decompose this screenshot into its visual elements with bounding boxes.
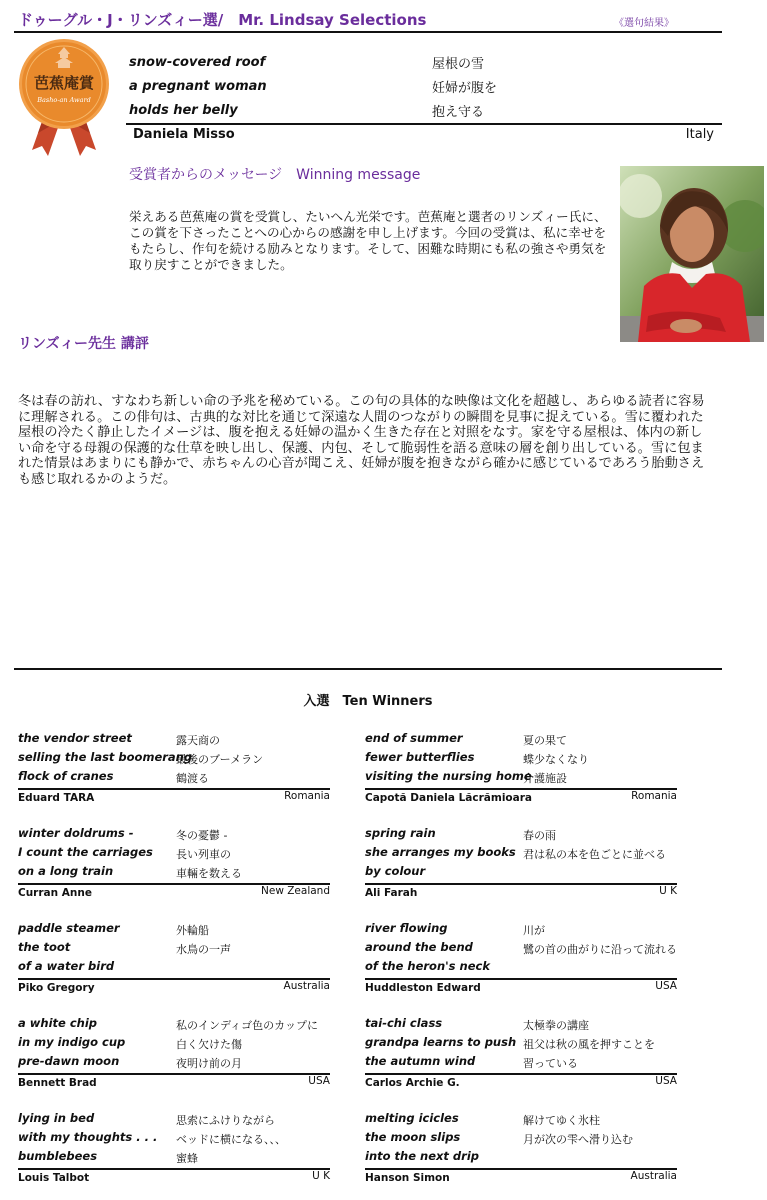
- winner-haiku-en-line: I count the carriages: [18, 845, 153, 859]
- winner-haiku-en-line: selling the last boomerang: [18, 750, 193, 764]
- award-winner-name: Daniela Misso: [133, 127, 235, 142]
- winner-name: Carlos Archie G.: [365, 1077, 460, 1089]
- award-rule: [126, 123, 722, 125]
- winner-entry: [18, 921, 330, 1001]
- winner-haiku-en-line: of a water bird: [18, 959, 115, 973]
- winner-haiku-en-line: around the bend: [365, 940, 473, 954]
- winner-haiku-jp-line: 冬の憂鬱 -: [176, 829, 228, 842]
- winner-haiku-jp-line: 解けてゆく氷柱: [523, 1114, 600, 1127]
- winner-country: Romania: [631, 790, 677, 802]
- message-heading: 受賞者からのメッセージ Winning message: [129, 167, 421, 183]
- winner-haiku-en-line: lying in bed: [18, 1111, 95, 1125]
- winner-haiku-en-line: by colour: [365, 864, 426, 878]
- winner-haiku-jp-line: 太極拳の講座: [523, 1019, 589, 1032]
- winner-country: Australia: [630, 1170, 677, 1182]
- winner-haiku-jp-line: 蝶少なくなり: [523, 753, 589, 766]
- winner-name: Eduard TARA: [18, 792, 95, 804]
- award-haiku-en-line: holds her belly: [129, 103, 238, 118]
- winner-haiku-jp-line: 最後のブーメラン: [176, 753, 264, 766]
- message-body: 栄えある芭蕉庵の賞を受賞し、たいへん光栄です。芭蕉庵と選者のリンズィー氏に、この賞を下さったことへの心からの感謝を申し上げます。今回の受賞は、私に幸せをもたらし、作句を続ける励みとなります。そして、困難な時期にも私の強さや勇気を取り戻すことができました。: [129, 209, 607, 272]
- winner-haiku-jp-line: 夏の果て: [523, 734, 567, 747]
- winner-haiku-en-line: with my thoughts . . .: [18, 1130, 158, 1144]
- winner-haiku-jp-line: 鶴渡る: [176, 772, 209, 785]
- winner-country: USA: [655, 1075, 677, 1087]
- winner-country: USA: [308, 1075, 330, 1087]
- winner-haiku-en-line: fewer butterflies: [365, 750, 475, 764]
- winner-rule: [365, 978, 677, 980]
- winner-entry: [365, 826, 677, 906]
- winner-country: Australia: [283, 980, 330, 992]
- winner-haiku-jp-line: 君は私の本を色ごとに並べる: [523, 848, 666, 861]
- winner-rule: [18, 1168, 330, 1170]
- award-haiku-en-line: snow-covered roof: [129, 55, 266, 70]
- winner-haiku-en-line: the autumn wind: [365, 1054, 476, 1068]
- winner-name: Piko Gregory: [18, 982, 95, 994]
- winner-rule: [365, 883, 677, 885]
- header-rule: [14, 31, 722, 33]
- winner-country: U K: [312, 1170, 330, 1182]
- winner-haiku-en-line: pre-dawn moon: [18, 1054, 120, 1068]
- winner-name: Hanson Simon: [365, 1172, 450, 1184]
- winner-haiku-jp-line: 車輛を数える: [176, 867, 242, 880]
- winner-haiku-en-line: river flowing: [365, 921, 448, 935]
- winner-haiku-jp-line: 露天商の: [176, 734, 220, 747]
- medal-subtitle: Basho-an Award: [37, 96, 91, 104]
- review-body: 冬は春の訪れ、すなわち新しい命の予兆を秘めている。この句の具体的な映像は文化を超越し、あらゆる読者に容易に理解される。この俳句は、古典的な対比を通じて深遠な人間のつながりの瞬間を見事に捉えている。雪に覆われた屋根の冷たく静止したイメージは、腹を抱える妊婦の温かく生きた存在と対照をなす。家を守る屋根は、体内の新しい命を守る母親の保護的な仕草を映し出し、保護、内包、そして脆弱性を語る意味の層を創り出している。雪に包まれた情景はあまりにも静かで、赤ちゃんの心音が聞こえ、妊婦が腹を抱きながら確かに感じているであろう胎動さえも感じ取れるかのようだ。: [18, 394, 705, 487]
- header-note: 《選句結果》: [614, 18, 674, 29]
- winner-rule: [365, 1073, 677, 1075]
- winner-haiku-en-line: into the next drip: [365, 1149, 480, 1163]
- review-heading: リンズィー先生 講評: [18, 336, 149, 352]
- section-rule: [14, 668, 722, 670]
- award-haiku-jp-line: 妊婦が腹を: [432, 81, 498, 96]
- winner-haiku-jp-line: 川が: [523, 924, 545, 937]
- winner-name: Bennett Brad: [18, 1077, 97, 1089]
- winner-haiku-en-line: melting icicles: [365, 1111, 459, 1125]
- winner-haiku-jp-line: 習っている: [523, 1057, 578, 1070]
- winner-entry: [365, 1016, 677, 1096]
- winner-haiku-jp-line: 長い列車の: [176, 848, 231, 861]
- winner-country: USA: [655, 980, 677, 992]
- winner-haiku-en-line: she arranges my books: [365, 845, 516, 859]
- winner-entry: [18, 1111, 330, 1191]
- award-haiku-jp-line: 抱え守る: [432, 105, 485, 120]
- winner-name: Curran Anne: [18, 887, 92, 899]
- winner-haiku-en-line: in my indigo cup: [18, 1035, 126, 1049]
- winner-entry: [365, 731, 677, 811]
- winner-haiku-en-line: spring rain: [365, 826, 436, 840]
- winner-haiku-jp-line: 月が次の雫へ滑り込む: [523, 1133, 633, 1146]
- winner-name: Ali Farah: [365, 887, 418, 899]
- winner-haiku-en-line: tai-chi class: [365, 1016, 443, 1030]
- medal-title: 芭蕉庵賞: [33, 74, 95, 92]
- winner-country: Romania: [284, 790, 330, 802]
- winner-haiku-en-line: the moon slips: [365, 1130, 461, 1144]
- winner-haiku-jp-line: 外輪船: [176, 924, 209, 937]
- winner-entry: [18, 826, 330, 906]
- winner-haiku-jp-line: 白く欠けた傷: [176, 1038, 242, 1051]
- winner-haiku-en-line: bumblebees: [18, 1149, 98, 1163]
- winner-haiku-jp-line: 鷺の首の曲がりに沿って流れる: [523, 943, 677, 956]
- winner-haiku-en-line: grandpa learns to push: [365, 1035, 517, 1049]
- winner-haiku-jp-line: 蜜蜂: [176, 1152, 198, 1165]
- winner-haiku-en-line: of the heron's neck: [365, 959, 490, 973]
- winner-entry: [365, 921, 677, 1001]
- winner-haiku-jp-line: 水鳥の一声: [176, 943, 231, 956]
- winner-name: Louis Talbot: [18, 1172, 90, 1184]
- winner-haiku-jp-line: 祖父は秋の風を押すことを: [523, 1038, 655, 1051]
- winner-haiku-en-line: the vendor street: [18, 731, 132, 745]
- winner-haiku-en-line: flock of cranes: [18, 769, 114, 783]
- winner-entry: [18, 1016, 330, 1096]
- winner-entry: [18, 731, 330, 811]
- page-title: ドゥーグル・J・リンズィー選/ Mr. Lindsay Selections: [18, 11, 427, 29]
- winner-haiku-en-line: a white chip: [18, 1016, 97, 1030]
- winner-entry: [365, 1111, 677, 1191]
- award-haiku-jp-line: 屋根の雪: [432, 57, 485, 72]
- winner-name: Capotă Daniela Lăcrămioara: [365, 792, 532, 804]
- winner-haiku-en-line: on a long train: [18, 864, 114, 878]
- winner-haiku-jp-line: 介護施設: [523, 772, 567, 785]
- winner-photo: [620, 166, 764, 342]
- winner-rule: [18, 1073, 330, 1075]
- award-haiku-en-line: a pregnant woman: [129, 79, 267, 94]
- award-medal: [14, 38, 114, 160]
- winner-haiku-en-line: end of summer: [365, 731, 463, 745]
- winner-haiku-en-line: paddle steamer: [18, 921, 120, 935]
- winner-haiku-jp-line: ベッドに横になる、、、: [176, 1133, 286, 1146]
- winner-name: Huddleston Edward: [365, 982, 481, 994]
- winner-country: New Zealand: [261, 885, 330, 897]
- winner-haiku-en-line: the toot: [18, 940, 71, 954]
- winner-country: U K: [659, 885, 677, 897]
- winner-haiku-jp-line: 夜明け前の月: [176, 1057, 242, 1070]
- award-winner-country: Italy: [685, 127, 714, 142]
- ten-winners-title: 入選 Ten Winners: [303, 694, 433, 709]
- winner-haiku-en-line: visiting the nursing home: [365, 769, 532, 783]
- winner-haiku-jp-line: 私のインディゴ色のカップに: [176, 1019, 319, 1032]
- winner-haiku-jp-line: 思索にふけりながら: [176, 1114, 275, 1127]
- winner-haiku-jp-line: 春の雨: [523, 829, 556, 842]
- winner-haiku-en-line: winter doldrums -: [18, 826, 134, 840]
